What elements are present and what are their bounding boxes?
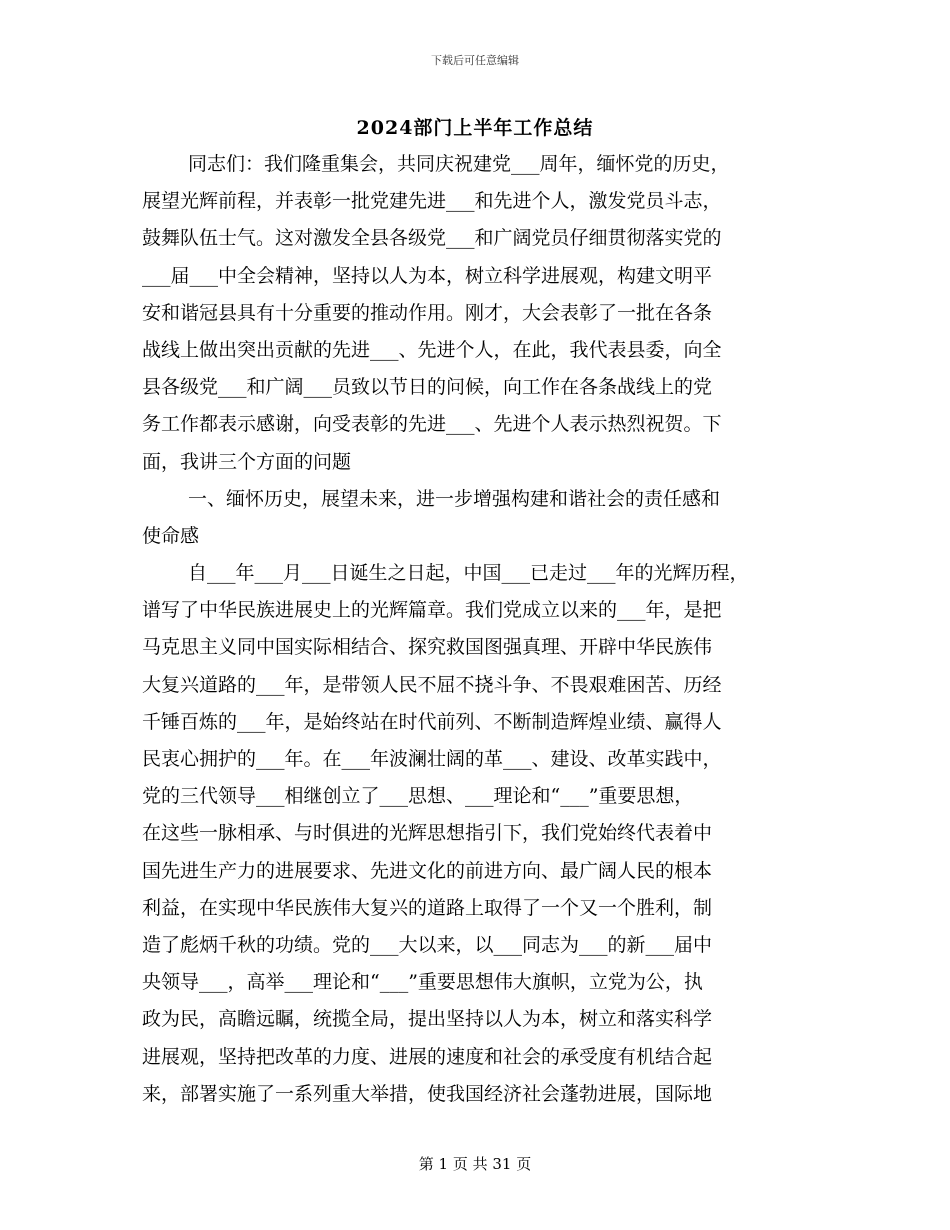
body-line: 在这些一脉相承、与时俱进的光辉思想指引下，我们党始终代表着中: [142, 822, 713, 845]
body-line: 县各级党___和广阔___员致以节日的问候，向工作在各条战线上的党: [142, 376, 713, 399]
body-line: 战线上做出突出贡献的先进___、先进个人，在此，我代表县委，向全: [142, 338, 722, 361]
page-number-footer: 第 1 页 共 31 页: [418, 1155, 532, 1173]
section-heading-line: 使命感: [142, 524, 200, 547]
body-line: 马克思主义同中国实际相结合、探究救国图强真理、开辟中华民族伟: [142, 636, 713, 659]
body-line: 党的三代领导___相继创立了___思想、___理论和“___”重要思想，: [142, 785, 694, 808]
body-line: 安和谐冠县具有十分重要的推动作用。刚才，大会表彰了一批在各条: [142, 301, 713, 324]
body-line: 面，我讲三个方面的问题: [142, 450, 352, 473]
section-heading-line: 一、缅怀历史，展望未来，进一步增强构建和谐社会的责任感和: [188, 487, 721, 510]
body-line: 务工作都表示感谢，向受表彰的先进___、先进个人表示热烈祝贺。下: [142, 413, 722, 436]
body-line: 展望光辉前程，并表彰一批党建先进___和先进个人，激发党员斗志，: [142, 190, 722, 213]
body-line: 进展观，坚持把改革的力度、进展的速度和社会的承受度有机结合起: [142, 1045, 713, 1068]
body-line: 民衷心拥护的___年。在___年波澜壮阔的革___、建设、改革实践中，: [142, 748, 722, 770]
document-body: [142, 146, 808, 1113]
body-line: 自___年___月___日诞生之日起，中国___已走过___年的光辉历程，: [188, 562, 749, 585]
body-line: ___届___中全会精神，坚持以人为本，树立科学进展观，构建文明平: [142, 264, 713, 287]
body-line: 同志们：我们隆重集会，共同庆祝建党___周年，缅怀党的历史，: [188, 153, 730, 175]
body-line: 来，部署实施了一系列重大举措，使我国经济社会蓬勃进展，国际地: [142, 1082, 713, 1105]
body-line: 鼓舞队伍士气。这对激发全县各级党___和广阔党员仔细贯彻落实党的: [142, 227, 722, 250]
body-line: 利益，在实现中华民族伟大复兴的道路上取得了一个又一个胜利，制: [142, 896, 713, 919]
body-line: 千锤百炼的___年，是始终站在时代前列、不断制造辉煌业绩、赢得人: [142, 710, 722, 733]
body-line: 造了彪炳千秋的功绩。党的___大以来，以___同志为___的新___届中: [142, 933, 713, 956]
body-line: 谱写了中华民族进展史上的光辉篇章。我们党成立以来的___年，是把: [142, 599, 722, 622]
page-header-note: 下载后可任意编辑: [431, 54, 519, 67]
body-line: 大复兴道路的___年，是带领人民不屈不挠斗争、不畏艰难困苦、历经: [142, 673, 722, 696]
document-title: 2024部门上半年工作总结: [356, 117, 594, 139]
body-line: 央领导___，高举___理论和“___”重要思想伟大旗帜，立党为公，执: [142, 971, 703, 994]
body-line: 政为民，高瞻远瞩，统揽全局，提出坚持以人为本，树立和落实科学: [142, 1008, 713, 1031]
body-line: 国先进生产力的进展要求、先进文化的前进方向、最广阔人民的根本: [142, 859, 713, 882]
